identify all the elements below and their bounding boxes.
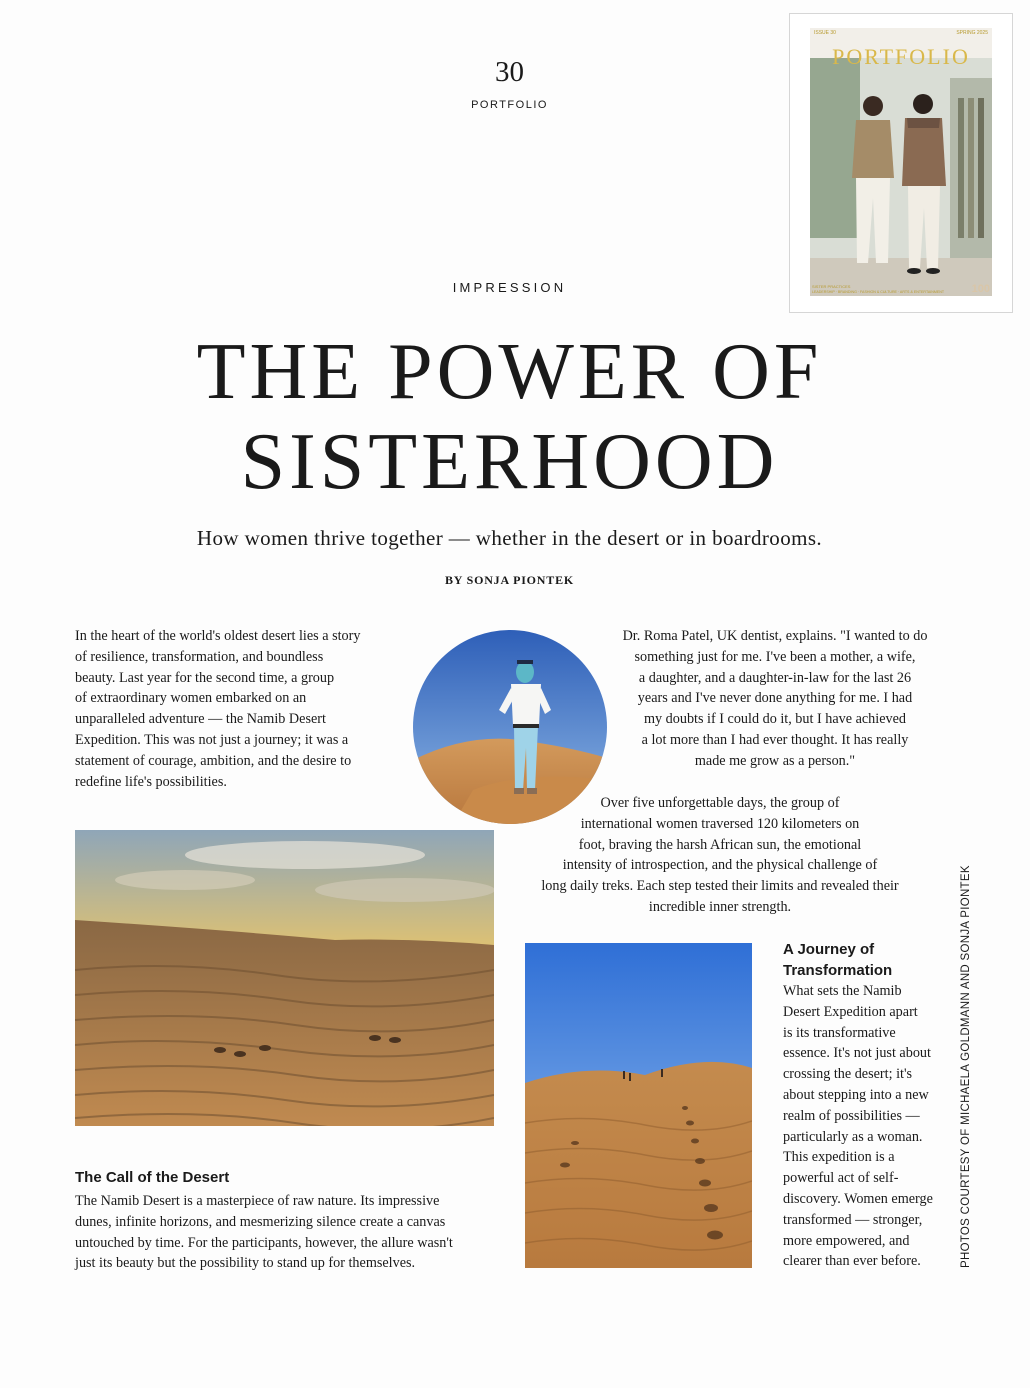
text-line: This expedition is a (783, 1149, 895, 1166)
photo-credit: PHOTOS COURTESY OF MICHAELA GOLDMANN AND SONJA PIONTEK (960, 865, 972, 1268)
text-line: just its beauty but the possibility to stand up for themselves. (75, 1255, 416, 1272)
text-line: about stepping into a new (783, 1086, 929, 1103)
photo-desert-footprints (525, 943, 752, 1268)
text-line: powerful act of self- (783, 1170, 899, 1187)
text-line: made me grow as a person." (694, 752, 856, 769)
magazine-name: PORTFOLIO (471, 99, 548, 111)
text-line: a lot more than I had ever thought. It has really (641, 731, 909, 748)
cover-photo (810, 58, 992, 296)
text-line: foot, braving the harsh African sun, the emotional (578, 836, 862, 853)
text-line: something just for me. I've been a mother, a wife, (634, 648, 916, 665)
text-line: essence. It's not just about (783, 1045, 931, 1062)
article-title-line2: SISTERHOOD (240, 418, 779, 506)
article-title-line1: THE POWER OF (196, 328, 823, 416)
text-line: is its transformative (783, 1024, 896, 1041)
text-line: Expedition. This was not just a journey; it was a (75, 731, 349, 748)
text-line: intensity of introspection, and the physical challenge of (562, 857, 878, 874)
text-line: international women traversed 120 kilometers on (580, 815, 860, 832)
cover-issue-left: ISSUE 30 (814, 30, 836, 36)
cover-title: PORTFOLIO (832, 44, 970, 69)
section-kicker: IMPRESSION (452, 280, 567, 295)
photo-desert-sunset (75, 830, 494, 1126)
text-line: particularly as a woman. (783, 1128, 923, 1145)
text-line: transformed — stronger, (783, 1211, 923, 1228)
cover-issue-right: SPRING 2025 (956, 30, 988, 36)
text-line: years and I've never done anything for me. I had (637, 690, 913, 707)
byline: BY SONJA PIONTEK (444, 573, 575, 587)
text-line: beauty. Last year for the second time, a group (75, 669, 335, 686)
cover-footer-line2: LEADERSHIP · BRANDING · FASHION & CULTURE · ARTS & ENTERTAINMENT (812, 290, 945, 294)
text-line: What sets the Namib (783, 983, 902, 999)
photo-desert-sunset-art (75, 830, 494, 1126)
paragraph-intro (75, 626, 393, 792)
text-line: Over five unforgettable days, the group of (600, 795, 840, 811)
paragraph-expedition (520, 793, 920, 918)
text-line: Dr. Roma Patel, UK dentist, explains. "I wanted to do (622, 628, 928, 644)
text-line: discovery. Women emerge (783, 1190, 933, 1207)
subheading-call-of-the-desert: The Call of the Desert (75, 1169, 230, 1186)
magazine-cover-thumbnail[interactable] (789, 13, 1013, 313)
text-line: statement of courage, ambition, and the desire to (75, 752, 352, 769)
text-line: of extraordinary women embarked on an (75, 690, 307, 707)
text-line: redefine life's possibilities. (75, 773, 227, 790)
article-deck: How women thrive together — whether in the desert or in boardrooms. (196, 526, 823, 550)
text-line: long daily treks. Each step tested their limits and revealed their (541, 878, 899, 895)
text-line: incredible inner strength. (648, 898, 792, 915)
cover-footer-line1: SISTER PRACTICES (812, 284, 851, 289)
paragraph-call-of-the-desert (75, 1191, 495, 1274)
text-line: dunes, infinite horizons, and mesmerizing silence create a canvas (75, 1213, 446, 1230)
text-line: a daughter, and a daughter-in-law for the last 26 (638, 669, 912, 686)
text-line: more empowered, and (783, 1232, 910, 1249)
page-number: 30 (495, 56, 524, 88)
subheading-line2: Transformation (783, 962, 893, 979)
subheading-journey-of-transformation (783, 939, 892, 981)
cover-photo-art (810, 58, 992, 296)
text-line: clearer than ever before. (783, 1253, 921, 1270)
subheading-line1: A Journey of (783, 941, 875, 958)
text-line: crossing the desert; it's (783, 1066, 913, 1083)
text-line: my doubts if I could do it, but I have achieved (643, 711, 906, 728)
text-line: In the heart of the world's oldest desert lies a story (75, 628, 361, 644)
text-line: The Namib Desert is a masterpiece of raw nature. Its impressive (75, 1193, 440, 1209)
cover-issue-row (814, 30, 988, 36)
text-line: of resilience, transformation, and boundless (75, 648, 324, 665)
text-line: untouched by time. For the participants, however, the allure wasn't (75, 1234, 453, 1251)
paragraph-journey (783, 981, 953, 1272)
text-line: realm of possibilities — (783, 1107, 920, 1124)
text-line: Desert Expedition apart (783, 1003, 918, 1020)
cover-badge: 100 (971, 283, 990, 295)
article-title (0, 327, 1019, 507)
cover-inner (810, 28, 992, 296)
photo-desert-footprints-art (525, 943, 752, 1268)
paragraph-quote (600, 626, 950, 772)
text-line: unparalleled adventure — the Namib Desert (75, 711, 326, 728)
